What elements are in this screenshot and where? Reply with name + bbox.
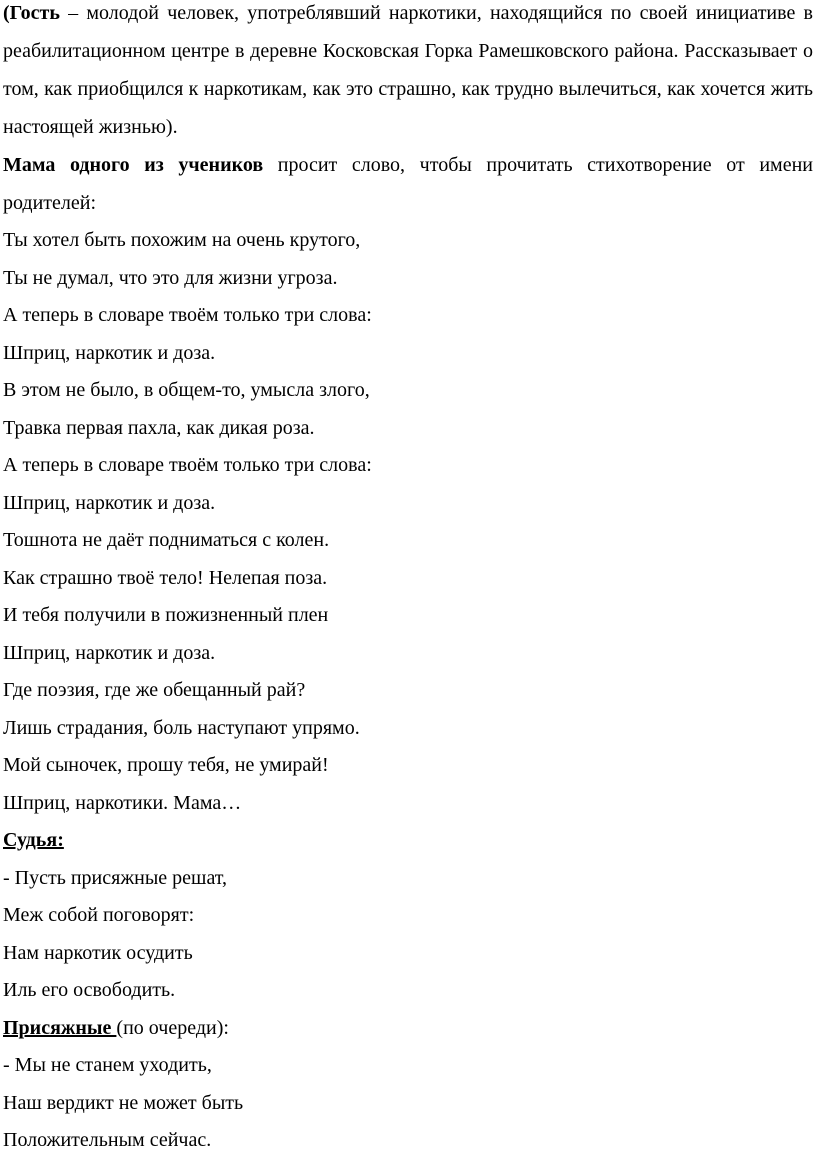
poem-line: Как страшно твоё тело! Нелепая поза. <box>3 566 328 589</box>
jurors-line: Наш вердикт не может быть <box>3 1091 244 1114</box>
jurors-line: Положительным сейчас. <box>3 1129 212 1151</box>
poem-line: И тебя получили в пожизненный плен <box>3 604 329 626</box>
guest-label: (Гость <box>3 2 60 24</box>
mother-label: Мама одного из учеников <box>3 154 264 176</box>
poem <box>3 222 813 822</box>
poem-line: Травка первая пахла, как дикая роза. <box>3 416 315 439</box>
jurors-heading <box>3 1010 813 1048</box>
mother-paragraph <box>3 146 813 222</box>
poem-line: В этом не было, в общем-то, умысла злого, <box>3 379 370 401</box>
poem-line: Мой сыночек, прошу тебя, не умирай! <box>3 754 329 776</box>
judge-heading <box>3 822 813 860</box>
poem-line: Лишь страдания, боль наступают упрямо. <box>3 716 360 739</box>
poem-line: Шприц, наркотик и доза. <box>3 491 216 514</box>
poem-line: А теперь в словаре твоём только три слова: <box>3 304 372 326</box>
judge-line: Меж собой поговорят: <box>3 904 195 926</box>
judge-line: Иль его освободить. <box>3 979 176 1001</box>
jurors-label: Присяжные <box>3 1016 117 1039</box>
poem-line: Тошнота не даёт подниматься с колен. <box>3 529 330 551</box>
poem-line: Где поэзия, где же обещанный рай? <box>3 679 306 701</box>
poem-line: Шприц, наркотик и доза. <box>3 641 216 664</box>
poem-line: Ты хотел быть похожим на очень крутого, <box>3 229 361 251</box>
guest-paragraph <box>3 0 813 146</box>
judge-line: Нам наркотик осудить <box>3 941 193 964</box>
poem-line: А теперь в словаре твоём только три слова: <box>3 454 372 476</box>
poem-line: Ты не думал, что это для жизни угроза. <box>3 266 338 289</box>
poem-line: Шприц, наркотики. Мама… <box>3 791 242 814</box>
poem-line: Шприц, наркотик и доза. <box>3 341 216 364</box>
jurors-line: - Мы не станем уходить, <box>3 1054 212 1076</box>
jurors-note: (по очереди): <box>116 1016 229 1039</box>
judge-label: Судья: <box>3 829 64 851</box>
mother-description: просит слово, чтобы прочитать стихотворение от имени родителей: <box>3 154 813 214</box>
judge-line: - Пусть присяжные решат, <box>3 866 228 889</box>
guest-description: – молодой человек, употреблявший наркотики, находящийся по своей инициативе в реабилитационном центре в деревне Косковская Горка Рамешковского района. Рассказывает о том, как приобщился к наркотикам, как это страшно, как трудно вылечиться, как хочется жить настоящей жизнью). <box>3 2 813 138</box>
